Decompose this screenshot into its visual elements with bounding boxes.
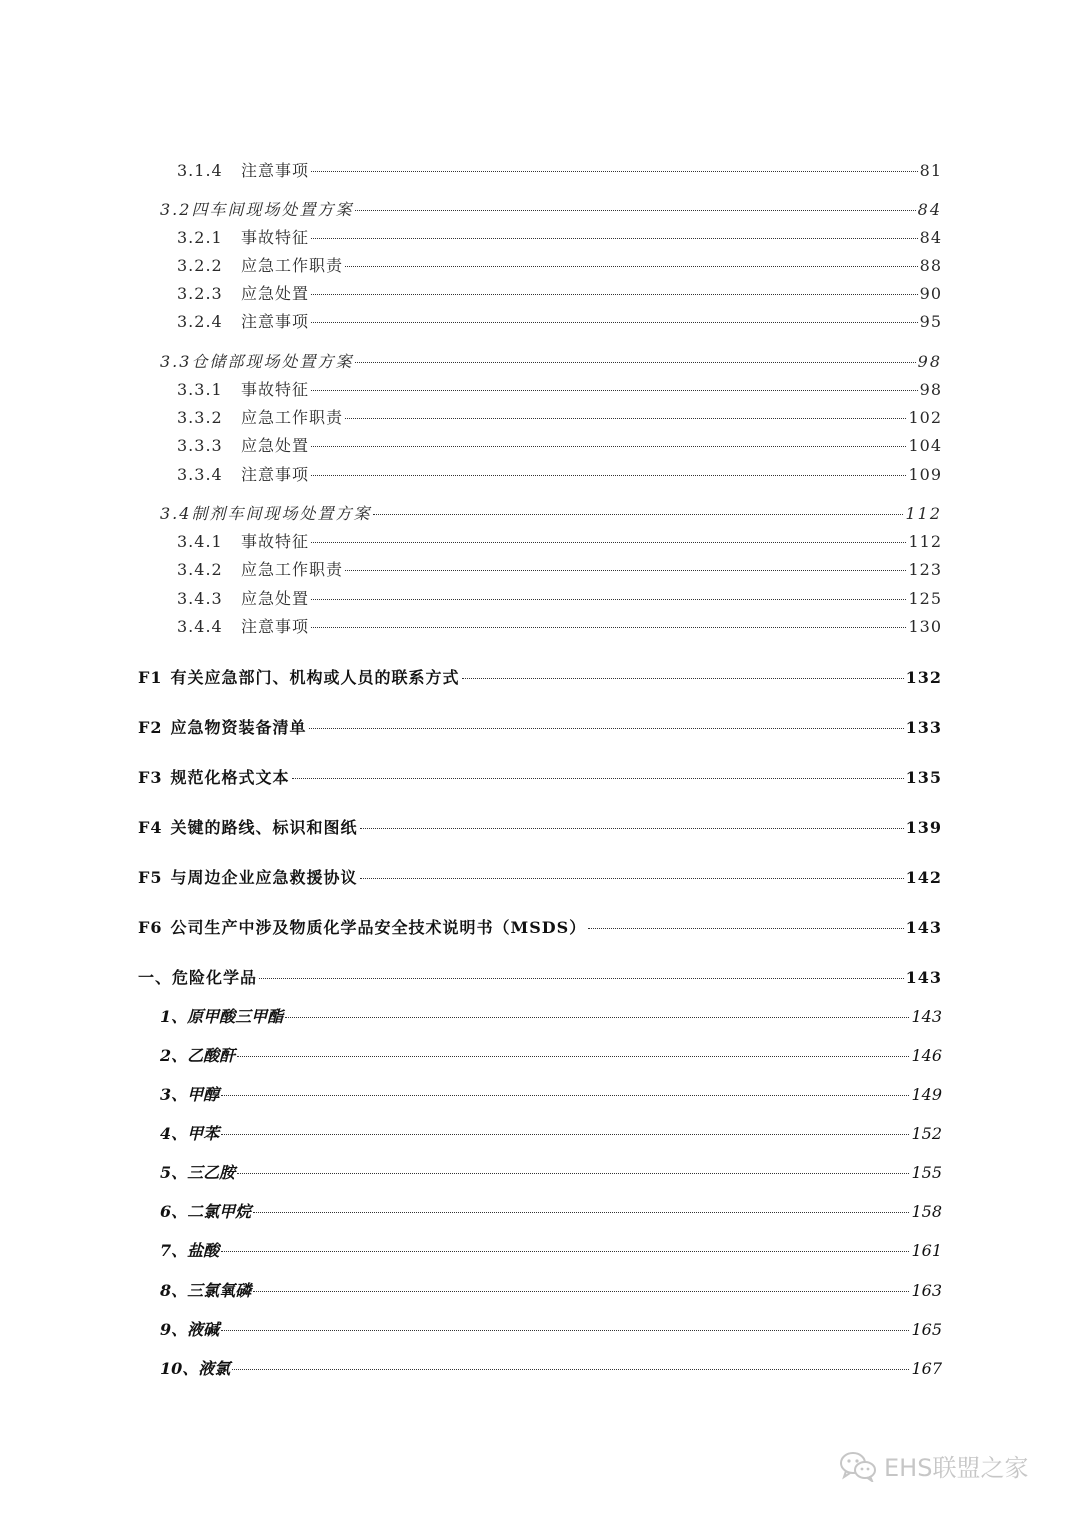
toc-entry-number: 3.2.4 bbox=[177, 312, 223, 331]
toc-entry-title: 事故特征 bbox=[241, 532, 310, 551]
toc-entry-page: 88 bbox=[919, 256, 942, 275]
toc-entry-page: 143 bbox=[905, 918, 942, 937]
toc-entry-title: 2、乙酸酐 bbox=[160, 1046, 236, 1065]
toc-entry-3-2-3[interactable] bbox=[177, 281, 942, 304]
toc-entry-title: 注意事项 bbox=[241, 161, 310, 180]
toc-entry-title: 8、三氯氧磷 bbox=[160, 1281, 252, 1300]
toc-entry-title: 一、危险化学品 bbox=[138, 968, 258, 987]
toc-entry-page: 81 bbox=[919, 161, 942, 180]
toc-entry-title: 应急处置 bbox=[241, 436, 310, 455]
toc-entry-title: 应急处置 bbox=[241, 284, 310, 303]
toc-entry-page: 95 bbox=[919, 312, 942, 331]
wechat-icon bbox=[838, 1450, 878, 1482]
dot-leader bbox=[345, 266, 918, 267]
toc-entry-page: 139 bbox=[905, 818, 942, 837]
toc-entry-page: 152 bbox=[911, 1124, 942, 1143]
toc-entry-number: 3.3.1 bbox=[177, 380, 223, 399]
toc-entry-title: 1、原甲酸三甲酯 bbox=[160, 1007, 284, 1026]
toc-entry-title: 应急物资装备清单 bbox=[170, 718, 307, 737]
dot-leader bbox=[285, 1017, 909, 1018]
dot-leader bbox=[311, 238, 918, 239]
toc-entry-chem-4[interactable] bbox=[160, 1121, 942, 1144]
dot-leader bbox=[259, 978, 904, 979]
dot-leader bbox=[345, 418, 906, 419]
toc-entry-chem-5[interactable] bbox=[160, 1160, 942, 1183]
toc-entry-chem-7[interactable] bbox=[160, 1238, 942, 1261]
toc-entry-title: 事故特征 bbox=[241, 380, 310, 399]
dot-leader bbox=[221, 1095, 909, 1096]
toc-entry-page: 109 bbox=[908, 465, 942, 484]
toc-entry-title: 7、盐酸 bbox=[160, 1241, 220, 1260]
toc-entry-chem-10[interactable] bbox=[160, 1356, 942, 1379]
toc-entry-page: 130 bbox=[908, 617, 942, 636]
toc-entry-page: 155 bbox=[911, 1163, 942, 1182]
toc-entry-number: 3.3.3 bbox=[177, 436, 223, 455]
toc-entry-title: 公司生产中涉及物质化学品安全技术说明书（MSDS） bbox=[170, 918, 587, 937]
dot-leader bbox=[462, 678, 904, 679]
toc-entry-number: 3.3.4 bbox=[177, 465, 223, 484]
toc-entry-number: 3.4.2 bbox=[177, 560, 223, 579]
dot-leader bbox=[311, 542, 906, 543]
toc-entry-3-2-2[interactable] bbox=[177, 253, 942, 276]
toc-entry-title: 3、甲醇 bbox=[160, 1085, 220, 1104]
toc-entry-f1[interactable] bbox=[138, 665, 942, 688]
toc-entry-number: F3 bbox=[138, 768, 163, 787]
toc-entry-f3[interactable] bbox=[138, 765, 942, 788]
toc-entry-title: 应急工作职责 bbox=[241, 560, 344, 579]
watermark bbox=[838, 1448, 1028, 1483]
toc-entry-title: 有关应急部门、机构或人员的联系方式 bbox=[170, 668, 460, 687]
toc-entry-number: 3.3.2 bbox=[177, 408, 223, 427]
toc-entry-3-4-3[interactable] bbox=[177, 586, 942, 609]
dot-leader bbox=[345, 570, 906, 571]
toc-entry-page: 146 bbox=[911, 1046, 942, 1065]
toc-entry-3-2[interactable] bbox=[160, 197, 942, 220]
toc-entry-chem-3[interactable] bbox=[160, 1082, 942, 1105]
toc-entry-page: 149 bbox=[911, 1085, 942, 1104]
toc-entry-title: 事故特征 bbox=[241, 228, 310, 247]
toc-entry-number: F1 bbox=[138, 668, 163, 687]
watermark-text: EHS联盟之家 bbox=[884, 1454, 1029, 1482]
toc-entry-number: 3.4.3 bbox=[177, 589, 223, 608]
toc-entry-chem-6[interactable] bbox=[160, 1199, 942, 1222]
dot-leader bbox=[253, 1291, 909, 1292]
toc-entry-page: 158 bbox=[911, 1202, 942, 1221]
dot-leader bbox=[311, 627, 906, 628]
toc-entry-title: 应急处置 bbox=[241, 589, 310, 608]
toc-entry-number: 3.1.4 bbox=[177, 161, 223, 180]
toc-entry-number: 3.2.1 bbox=[177, 228, 223, 247]
toc-entry-page: 84 bbox=[919, 228, 942, 247]
toc-entry-title: 规范化格式文本 bbox=[170, 768, 290, 787]
dot-leader bbox=[221, 1134, 909, 1135]
dot-leader bbox=[221, 1251, 909, 1252]
toc-entry-f6[interactable] bbox=[138, 915, 942, 938]
toc-entry-page: 133 bbox=[905, 718, 942, 737]
dot-leader bbox=[311, 171, 918, 172]
toc-entry-3-2-4[interactable] bbox=[177, 309, 942, 332]
toc-entry-page: 132 bbox=[905, 668, 942, 687]
dot-leader bbox=[355, 210, 915, 211]
dot-leader bbox=[232, 1369, 909, 1370]
dot-leader bbox=[311, 294, 918, 295]
dot-leader bbox=[221, 1330, 909, 1331]
toc-entry-page: 123 bbox=[908, 560, 942, 579]
dot-leader bbox=[292, 778, 904, 779]
toc-entry-3-4[interactable] bbox=[160, 501, 942, 524]
dot-leader bbox=[309, 728, 904, 729]
dot-leader bbox=[360, 828, 904, 829]
toc-entry-page: 102 bbox=[908, 408, 942, 427]
toc-entry-chem-1[interactable] bbox=[160, 1004, 942, 1027]
toc-entry-page: 90 bbox=[919, 284, 942, 303]
toc-entry-3-4-1[interactable] bbox=[177, 529, 942, 552]
toc-entry-3-3-1[interactable] bbox=[177, 377, 942, 400]
toc-entry-title: 注意事项 bbox=[241, 617, 310, 636]
toc-entry-3-3-2[interactable] bbox=[177, 405, 942, 428]
dot-leader bbox=[373, 514, 903, 515]
dot-leader bbox=[588, 928, 903, 929]
dot-leader bbox=[311, 475, 906, 476]
toc-entry-title: 4、甲苯 bbox=[160, 1124, 220, 1143]
toc-entry-number: F6 bbox=[138, 918, 163, 937]
toc-entry-3-1-4[interactable] bbox=[177, 158, 942, 181]
toc-entry-page: 165 bbox=[911, 1320, 942, 1339]
toc-entry-page: 163 bbox=[911, 1281, 942, 1300]
toc-entry-title: 5、三乙胺 bbox=[160, 1163, 236, 1182]
toc-entry-page: 104 bbox=[908, 436, 942, 455]
toc-entry-title: 3.3仓储部现场处置方案 bbox=[160, 352, 354, 371]
toc-entry-title: 关键的路线、标识和图纸 bbox=[170, 818, 358, 837]
dot-leader bbox=[253, 1212, 909, 1213]
toc-entry-page: 84 bbox=[917, 200, 942, 219]
toc-entry-number: 3.2.2 bbox=[177, 256, 223, 275]
toc-entry-hazardous-chemicals[interactable] bbox=[138, 965, 942, 988]
toc-entry-number: 3.2.3 bbox=[177, 284, 223, 303]
toc-entry-page: 98 bbox=[917, 352, 942, 371]
toc-entry-title: 6、二氯甲烷 bbox=[160, 1202, 252, 1221]
toc-entry-page: 143 bbox=[905, 968, 942, 987]
toc-entry-number: 3.4.1 bbox=[177, 532, 223, 551]
toc-entry-page: 142 bbox=[905, 868, 942, 887]
toc-entry-page: 143 bbox=[911, 1007, 942, 1026]
toc-entry-number: F5 bbox=[138, 868, 163, 887]
dot-leader bbox=[311, 446, 906, 447]
toc-entry-3-4-4[interactable] bbox=[177, 614, 942, 637]
toc-entry-title: 3.2四车间现场处置方案 bbox=[160, 200, 354, 219]
toc-entry-f2[interactable] bbox=[138, 715, 942, 738]
toc-entry-page: 167 bbox=[911, 1359, 942, 1378]
toc-entry-page: 135 bbox=[905, 768, 942, 787]
toc-entry-3-2-1[interactable] bbox=[177, 225, 942, 248]
toc-entry-title: 与周边企业应急救援协议 bbox=[170, 868, 358, 887]
toc-entry-title: 10、液氯 bbox=[160, 1359, 231, 1378]
toc-entry-chem-8[interactable] bbox=[160, 1278, 942, 1301]
toc-entry-chem-9[interactable] bbox=[160, 1317, 942, 1340]
toc-entry-page: 112 bbox=[905, 504, 942, 523]
toc-entry-title: 应急工作职责 bbox=[241, 256, 344, 275]
toc-entry-3-3[interactable] bbox=[160, 349, 942, 372]
toc-entry-page: 112 bbox=[908, 532, 942, 551]
toc-entry-f4[interactable] bbox=[138, 815, 942, 838]
toc-entry-page: 98 bbox=[919, 380, 942, 399]
dot-leader bbox=[311, 322, 918, 323]
dot-leader bbox=[237, 1173, 909, 1174]
toc-entry-number: F4 bbox=[138, 818, 163, 837]
dot-leader bbox=[311, 599, 906, 600]
toc-entry-3-3-4[interactable] bbox=[177, 462, 942, 485]
toc-entry-chem-2[interactable] bbox=[160, 1043, 942, 1066]
toc-entry-page: 161 bbox=[911, 1241, 942, 1260]
toc-entry-title: 注意事项 bbox=[241, 312, 310, 331]
dot-leader bbox=[311, 390, 918, 391]
toc-entry-number: F2 bbox=[138, 718, 163, 737]
toc-entry-title: 3.4制剂车间现场处置方案 bbox=[160, 504, 372, 523]
toc-entry-3-3-3[interactable] bbox=[177, 433, 942, 456]
toc-entry-number: 3.4.4 bbox=[177, 617, 223, 636]
dot-leader bbox=[355, 362, 915, 363]
toc-entry-page: 125 bbox=[908, 589, 942, 608]
toc-entry-f5[interactable] bbox=[138, 865, 942, 888]
dot-leader bbox=[237, 1056, 909, 1057]
toc-entry-title: 9、液碱 bbox=[160, 1320, 220, 1339]
toc-entry-title: 应急工作职责 bbox=[241, 408, 344, 427]
toc-entry-3-4-2[interactable] bbox=[177, 557, 942, 580]
toc-entry-title: 注意事项 bbox=[241, 465, 310, 484]
dot-leader bbox=[360, 878, 904, 879]
